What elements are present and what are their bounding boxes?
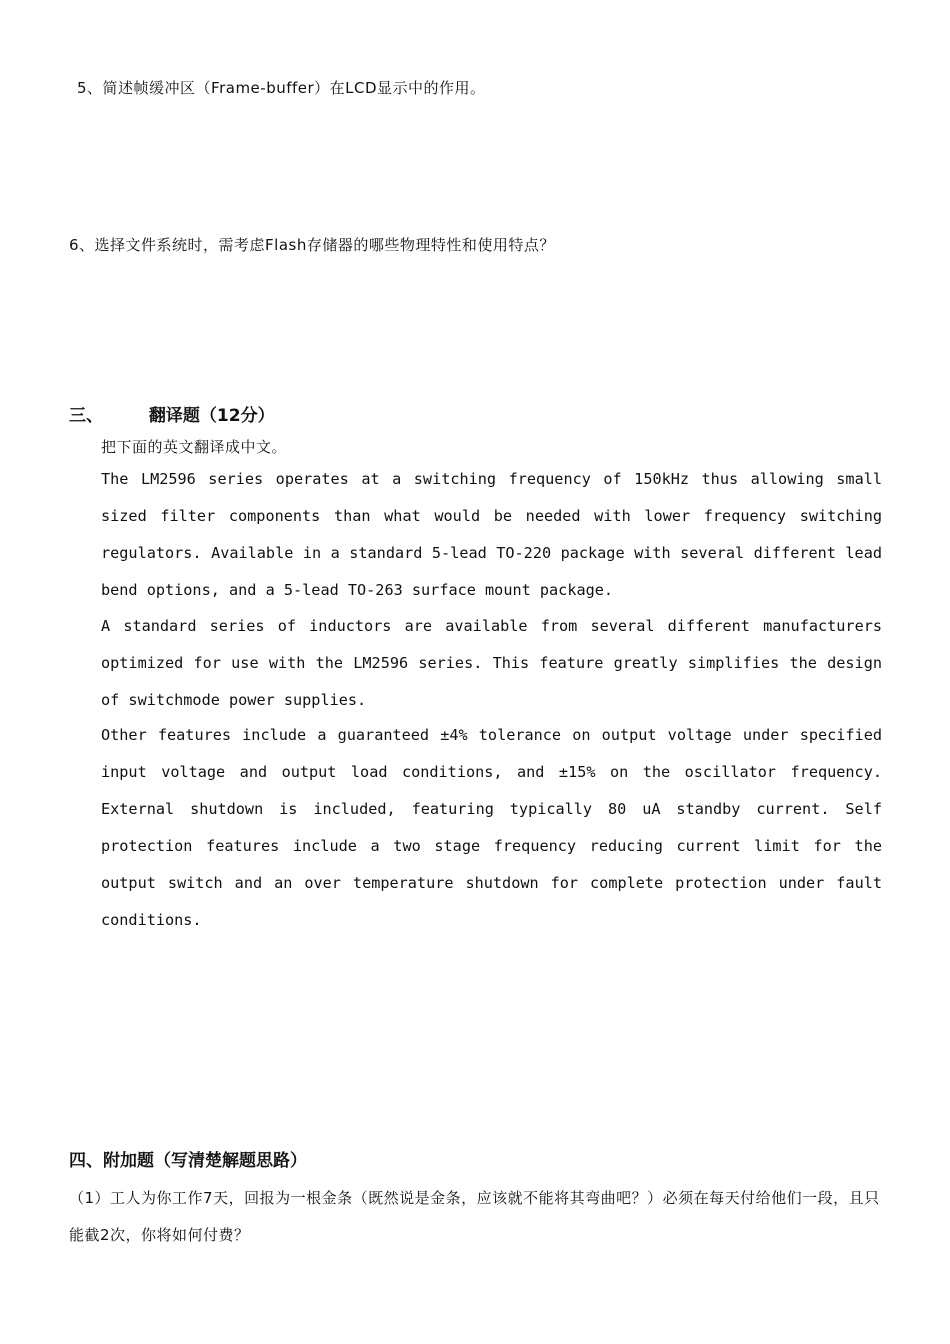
- section-4-heading: 四、附加题（写清楚解题思路）: [69, 1151, 307, 1171]
- question-6: 6、选择文件系统时，需考虑Flash存储器的哪些物理特性和使用特点？: [69, 236, 555, 254]
- section-4-question: （1）工人为你工作7天，回报为一根金条（既然说是金条，应该就不能将其弯曲吧？）必须在每天付给他们一段，且只能截2次，你将如何付费？: [69, 1189, 880, 1244]
- translation-instruction: 把下面的英文翻译成中文。: [101, 438, 288, 456]
- translation-paragraph-1: The LM2596 series operates at a switching frequency of 150kHz thus allowing small sized filter components than what would be needed with lower frequency switching regulators. Available in a standard 5-lead TO-220 package with several different lead bend options, and a 5-lead TO-263 surface mount package.: [101, 470, 882, 599]
- question-5: 5、简述帧缓冲区（Frame-buffer）在LCD显示中的作用。: [77, 79, 486, 97]
- translation-paragraph-2: A standard series of inductors are available from several different manufacturers optimized for use with the LM2596 series. This feature greatly simplifies the design of switchmode power supplies.: [101, 617, 882, 709]
- section-3-title: 翻译题（12分）: [148, 406, 275, 426]
- section-3-heading: [69, 401, 275, 426]
- translation-paragraph-3: Other features include a guaranteed ±4% tolerance on output voltage under specified input voltage and output load conditions, and ±15% on the oscillator frequency. External shutdown is included, featuring typically 80 uA standby current. Self protection features include a two stage frequency reducing current limit for the output switch and an over temperature shutdown for complete protection under fault conditions.: [101, 726, 882, 929]
- section-3-number: 三、: [69, 406, 103, 426]
